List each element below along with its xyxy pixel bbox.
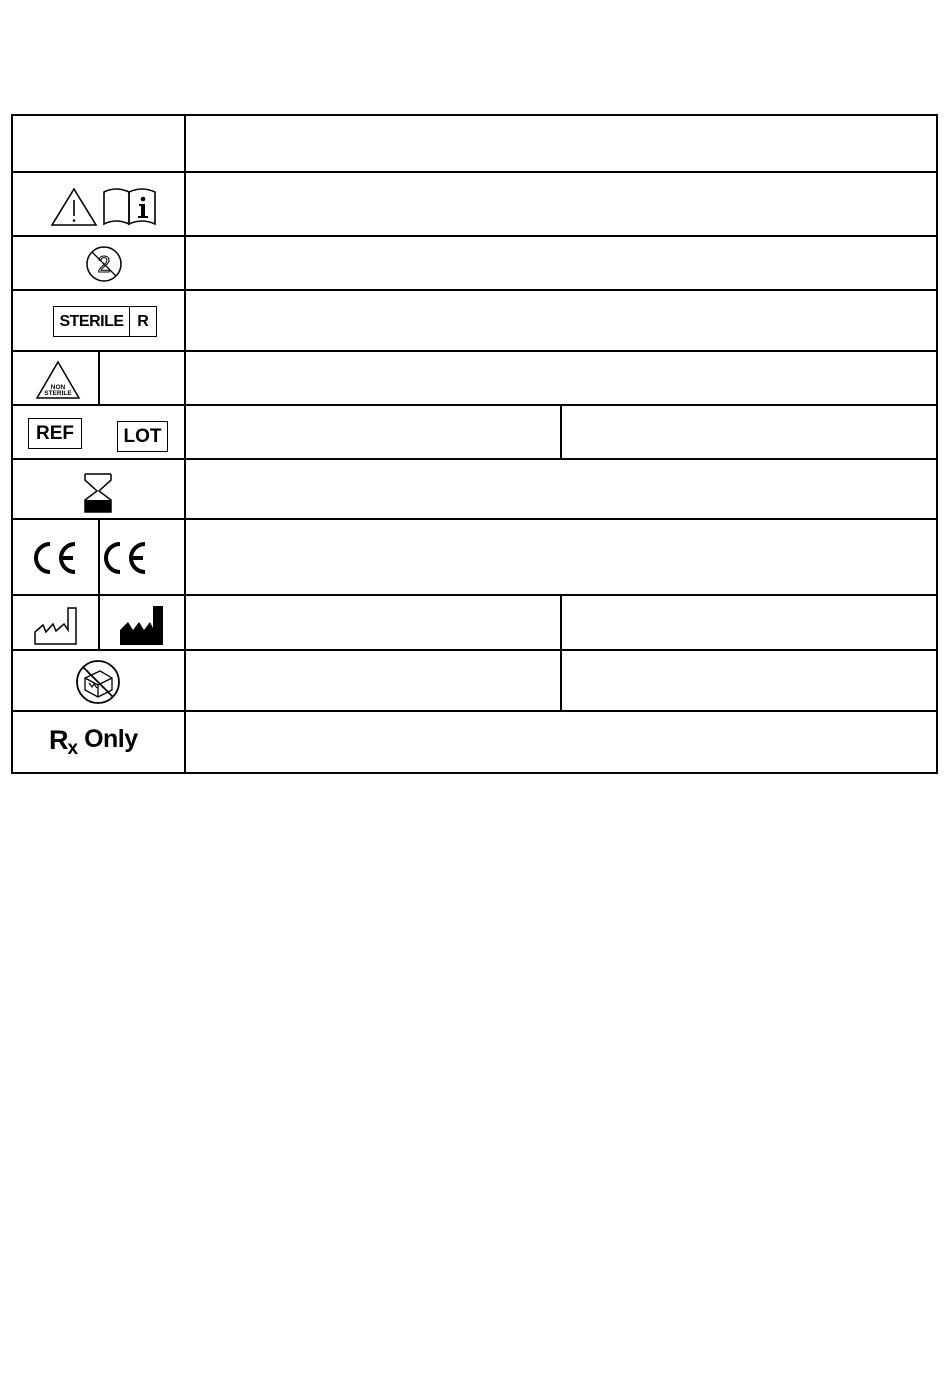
hourglass-icon <box>83 472 113 514</box>
symbol-table <box>11 114 938 774</box>
sterile-label: STERILE <box>54 307 130 336</box>
factory-outline-icon <box>33 606 79 646</box>
rx-only-symbol <box>49 727 138 761</box>
sterile-method: R <box>137 312 149 330</box>
ref-symbol: REF <box>28 418 82 449</box>
rx-only-text: Only <box>84 725 138 753</box>
rx-x: x <box>67 738 79 759</box>
ce-mark-icon <box>33 541 79 575</box>
non-sterile-line2: STERILE <box>44 390 72 397</box>
rx-r: R <box>49 725 68 755</box>
lot-symbol: LOT <box>117 421 168 452</box>
non-sterile-line1: NON <box>50 384 66 391</box>
warning-triangle-icon <box>51 186 99 228</box>
do-not-reuse-icon <box>84 244 124 284</box>
consult-instructions-icon <box>102 186 158 226</box>
factory-filled-icon <box>119 604 165 646</box>
do-not-use-if-damaged-icon <box>74 659 122 705</box>
sterile-r-symbol <box>53 306 157 337</box>
single-use-digit: 2 <box>97 251 111 277</box>
non-sterile-icon <box>35 360 81 400</box>
ce-mark-icon <box>103 541 149 575</box>
